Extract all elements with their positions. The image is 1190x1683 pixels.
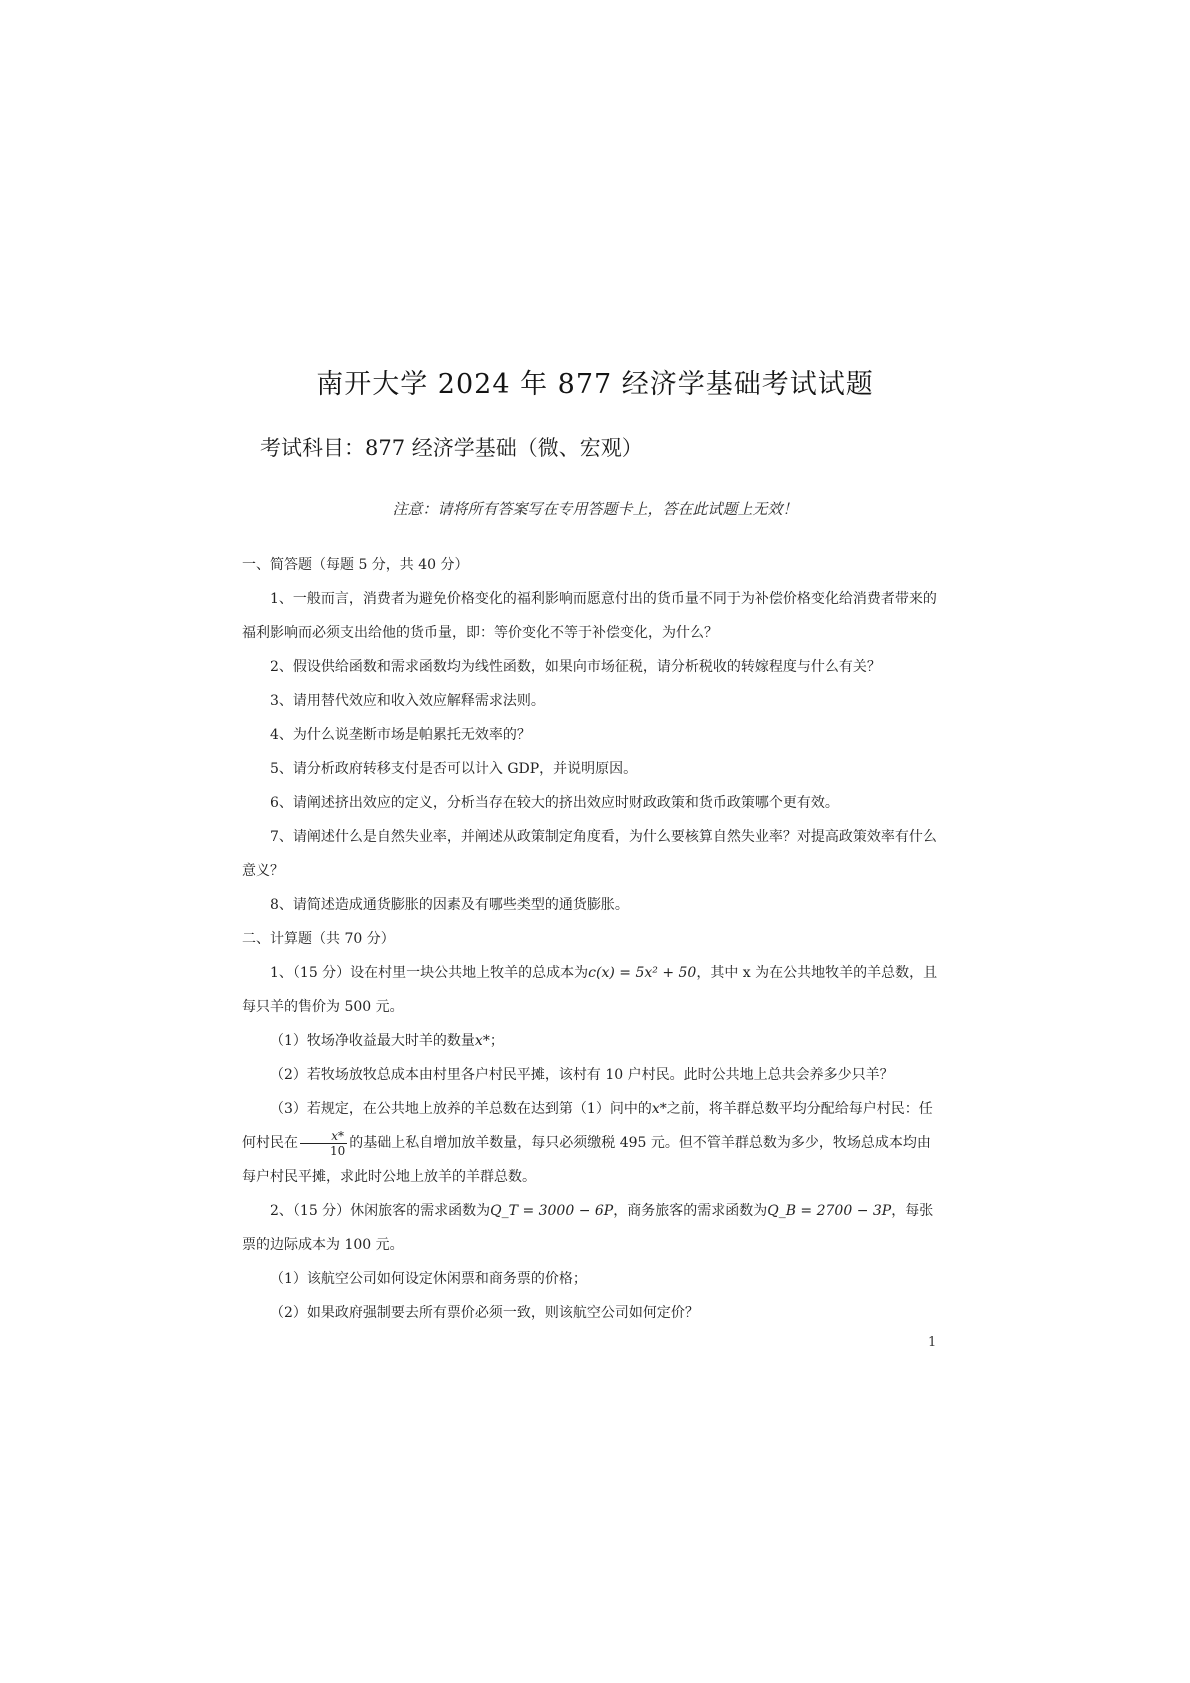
question-item: 5、请分析政府转移支付是否可以计入 GDP，并说明原因。 [270, 761, 638, 777]
calc-question-1-intro [242, 956, 942, 1024]
text-fragment: （3）若规定，在公共地上放养的羊总数在达到第（1）问中的 [270, 1101, 652, 1117]
exam-body [242, 548, 942, 1330]
fraction-denominator: 10 [330, 1143, 346, 1158]
leisure-demand-formula: Q_T = 3000 − 6P [490, 1203, 614, 1219]
text-fragment: 之前，将羊群总数平均分配给每户村民：任何村民在 [242, 1101, 933, 1151]
calc-question-2-part-2: （2）如果政府强制要去所有票价必须一致，则该航空公司如何定价？ [270, 1305, 699, 1321]
text-fragment: （1）牧场净收益最大时羊的数量 [270, 1033, 475, 1049]
text-fragment: 的基础上私自增加放羊数量，每只必须缴税 495 元。但不管羊群总数为多少，牧场总成本均由每户村民平摊，求此时公地上放羊的羊群总数。 [242, 1135, 931, 1185]
calc-question-1-part-1 [242, 1024, 942, 1058]
question-item: 6、请阐述挤出效应的定义，分析当存在较大的挤出效应时财政政策和货币政策哪个更有效。 [270, 795, 839, 811]
calc-question-1-part-3 [242, 1092, 942, 1194]
calc-question-1-part-2: （2）若牧场放牧总成本由村里各户村民平摊，该村有 10 户村民。此时公共地上总共会养多少只羊？ [270, 1067, 894, 1083]
calc-question-2-part-1: （1）该航空公司如何设定休闲票和商务票的价格； [270, 1271, 587, 1287]
text-fragment: ，商务旅客的需求函数为 [613, 1203, 768, 1219]
question-item: 3、请用替代效应和收入效应解释需求法则。 [270, 693, 545, 709]
page-number: 1 [928, 1335, 937, 1350]
text-fragment: 1、（15 分）设在村里一块公共地上牧羊的总成本为 [270, 965, 589, 981]
question-item: 7、请阐述什么是自然失业率，并阐述从政策制定角度看，为什么要核算自然失业率？对提高政策效率有什么意义？ [242, 829, 937, 879]
business-demand-formula: Q_B = 2700 − 3P [767, 1203, 892, 1219]
question-item: 2、假设供给函数和需求函数均为线性函数，如果向市场征税，请分析税收的转嫁程度与什么有关？ [270, 659, 881, 675]
section-heading-short-answer: 一、简答题（每题 5 分，共 40 分） [242, 557, 469, 573]
fraction [300, 1129, 347, 1158]
question-item: 4、为什么说垄断市场是帕累托无效率的？ [270, 727, 531, 743]
question-item: 8、请简述造成通货膨胀的因素及有哪些类型的通货膨胀。 [270, 897, 629, 913]
question-item: 1、一般而言，消费者为避免价格变化的福利影响而愿意付出的货币量不同于为补偿价格变化给消费者带来的福利影响而必须支出给他的货币量，即：等价变化不等于补偿变化，为什么？ [242, 591, 937, 641]
optimal-quantity-symbol: x* [474, 1033, 490, 1049]
exam-subject: 考试科目：877 经济学基础（微、宏观） [260, 436, 643, 460]
page-title: 南开大学 2024 年 877 经济学基础考试试题 [316, 369, 874, 400]
text-fragment: 2、（15 分）休闲旅客的需求函数为 [270, 1203, 491, 1219]
optimal-quantity-symbol: x* [651, 1101, 667, 1117]
text-fragment: ，其中 x 为在公共地牧羊的羊总数，且每只羊的售价为 500 元。 [242, 965, 938, 1015]
exam-notice: 注意：请将所有答案写在专用答题卡上，答在此试题上无效！ [392, 500, 798, 518]
cost-function-formula: c(x) = 5x² + 50 [588, 965, 697, 981]
text-fragment: ； [489, 1033, 504, 1049]
fraction-numerator: x* [300, 1129, 347, 1144]
calc-question-2-intro [242, 1194, 942, 1262]
section-heading-calculation: 二、计算题（共 70 分） [242, 931, 395, 947]
text-fragment: ，每张票的边际成本为 100 元。 [242, 1203, 934, 1253]
